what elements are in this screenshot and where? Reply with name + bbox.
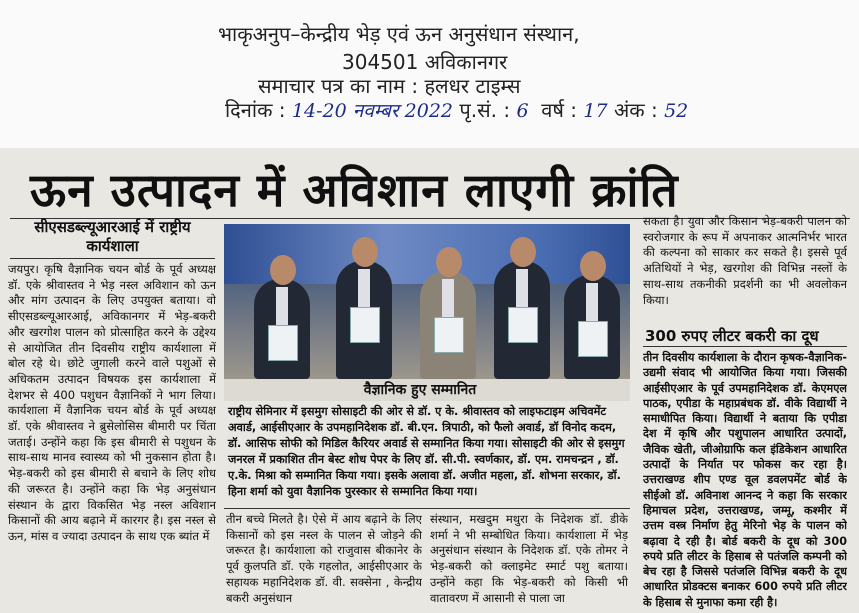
institute-name: भाकृअनुप–केन्द्रीय भेड़ एवं ऊन अनुसंधान संस्थान, [218, 22, 580, 46]
goat-milk-subhead: 300 रुपए लीटर बकरी का दूध [645, 327, 819, 345]
photo-person-2 [336, 261, 392, 379]
article-headline: ऊन उत्पादन में अविशान लाएगी क्रांति [30, 163, 679, 217]
newspaper-label: समाचार पत्र का नाम : [258, 74, 419, 98]
article-subhead: सीएसडब्ल्यूआरआई में राष्ट्रीय कार्यशाला [34, 218, 191, 255]
clipping-header [0, 0, 859, 148]
caption-body: राष्ट्रीय सेमिनार में इसमुग सोसाइटी की ओर से डॉ. ए के. श्रीवास्तव को लाइफटाइम अचिवमेंट अवार्ड, आईसीएआर के उपमहानिदेशक डॉ. बी.एन. त्रिपाठी, को फैलो अवार्ड, डॉ विनोद कदम, डॉ. आसिफ सोफी को मिडिल कैरियर अवार्ड से सम्मानित किया गया। सोसाइटी की ओर से इसमुग जनरल में प्रकाशित तीन बेस्ट शोध पेपर के लिए डॉ. सी.पी. स्वर्णकार, डॉ. एम. रामचन्द्रन , डॉ. ए.के. मिश्रा को सम्मानित किया गया। इसके अलावा डॉ. अजीत महला, डॉ. शोभना सरकार, डॉ. हिना शर्मा को युवा वैज्ञानिक पुरस्कार से सम्मानित किया गया। [228, 405, 625, 498]
column-3-text: संस्थान, मखदुम मथुरा के निदेशक डॉ. डीके शर्मा ने भी सम्बोधित किया। कार्यशाला में भेड़ अनुसंधान संस्थान के निदेशक डॉ. एके तोमर ने भेड़-बकरी को क्लाइमेट स्मार्ट पशु बताया। उन्होंने कहा कि भेड़-बकरी को किसी भी वातावरण में आसानी से पाला जा [430, 512, 628, 605]
date-value: 14-20 नवम्बर 2022 [291, 100, 454, 122]
caption-title: वैज्ञानिक हुए सम्मानित [363, 382, 477, 398]
page-label: पृ.सं. : [459, 98, 511, 122]
article-column-4-top [643, 214, 847, 322]
issue-details-row [225, 96, 688, 123]
year-value: 17 [583, 100, 608, 122]
article-column-2 [226, 512, 422, 612]
caption-rule [224, 508, 630, 509]
article-column-1 [8, 262, 216, 612]
issue-label: अंक : [613, 98, 658, 122]
institute-address: 304501 अविकानगर [342, 50, 508, 74]
photo-person-5 [564, 275, 620, 379]
year-label: वर्ष : [541, 98, 578, 122]
issue-value: 52 [664, 100, 689, 122]
article-column-4-body [643, 350, 847, 610]
newspaper-name: हलधर टाइम्स [424, 74, 521, 98]
column-1-text: जयपुर। कृषि वैज्ञानिक चयन बोर्ड के पूर्व अध्यक्ष डॉ. एके श्रीवास्तव ने भेड़ नस्ल अविशान को ऊन और मांग उत्पादन के लिए उपयुक्त बताया। वो सीएसडब्ल्यूआरआई, अविकानगर में भेड़-बकरी और खरगोश पालन को प्रोत्साहित करने के उद्देश्य से आयोजित तीन दिवसीय राष्ट्रीय कार्यशाला में बोल रहे थे। छोटे जुगाली करने वाले पशुओं से अधिकतम उत्पादन विषयक इस कार्यशाला में देशभर से 400 पशुधन वैज्ञानिकों ने भाग लिया। कार्यशाला में वैज्ञानिक चयन बोर्ड के पूर्व अध्यक्ष डॉ. एके श्रीवास्तव ने ब्रुसेलोसिस बीमारी पर चिंता जताई। उन्होंने कहा कि इस बीमारी से पशुधन के साथ-साथ मानव स्वास्थ्य को भी नुकसान होता है। भेड़-बकरी को इस बीमारी से बचाने के लिए शोध की जरूरत है। उन्होंने कहा कि भेड़ अनुसंधान संस्थान के द्वारा विकसित भेड़ नस्ल अविशान किसानों की आय बढ़ाने में कारगर है। इस नस्ल से ऊन, मांस व ज्यादा उत्पादन के साथ एक ब्यांत में [8, 262, 216, 543]
column-2-text: तीन बच्चे मिलते है। ऐसे में आय बढ़ाने के लिए किसानों को इस नस्ल के पालन से जोड़ने की जरूरत है। कार्यशाला को राजुवास बीकानेर के पूर्व कुलपति डॉ. एके गहलोत, आईसीएआर के सहायक महानिदेशक डॉ. वी. सक्सेना , केन्द्रीय बकरी अनुसंधान [226, 512, 422, 605]
newspaper-name-row [258, 72, 521, 99]
event-photo [224, 224, 630, 379]
goat-milk-rule [643, 346, 847, 347]
page-value: 6 [516, 100, 529, 122]
date-label: दिनांक : [225, 98, 286, 122]
photo-person-4 [494, 261, 550, 379]
column-4-body-text: तीन दिवसीय कार्यशाला के दौरान कृषक-वैज्ञानिक-उद्यमी संवाद भी आयोजित किया गया। जिसकी आईसीएआर के पूर्व उपमहानिदेशक डॉ. केएमएल पाठक, एपीडा के महाप्रबंधक डॉ. वीके विद्यार्थी ने समाधीपित किया। विद्यार्थी ने बताया कि एपीडा देश में कृषि और पशुपालन आधारित उत्पादों, जैविक खेती, जीओग्राफि कल इंडिकेशन आधारित उत्पादों के निर्यात पर फोकस कर रहा है। उत्तराखण्ड शीप एण्ड वूल डवलपमेंट बोर्ड के सीईओ डॉ. अविनाश आनन्द ने कहा कि सरकार हिमाचल प्रदेश, उत्तराखण्ड, जम्मू, कश्मीर में उत्तम वस्त्र निर्माण हेतु मेरिनो भेड़ के पालन को बढ़ावा दे रही है। बोर्ड बकरी के दूध को 300 रुपये प्रति लीटर के हिसाब से पतंजलि कम्पनी को बेच रहा है जिससे पतंजलि विभिन्न बकरी के दूध आधारित प्रोडक्टस बनाकर 600 रुपये प्रति लीटर के हिसाब से मुनाफा कमा रही है। [643, 351, 847, 609]
article-column-3 [430, 512, 628, 612]
photo-person-3 [420, 271, 476, 379]
subhead-rule [10, 258, 215, 259]
column-4-top-text: सकता है। युवा और किसान भेड़-बकरी पालन को स्वरोजगार के रूप में अपनाकर आत्मनिर्भर भारत की कल्पना को साकार कर सकते है। इससे पूर्व अतिथियों ने भेड़, खरगोश की विभिन्न नस्लों के साथ-साथ तकनीकी प्रदर्शनी का भी अवलोकन किया। [643, 214, 847, 307]
photo-person-1 [254, 279, 310, 379]
